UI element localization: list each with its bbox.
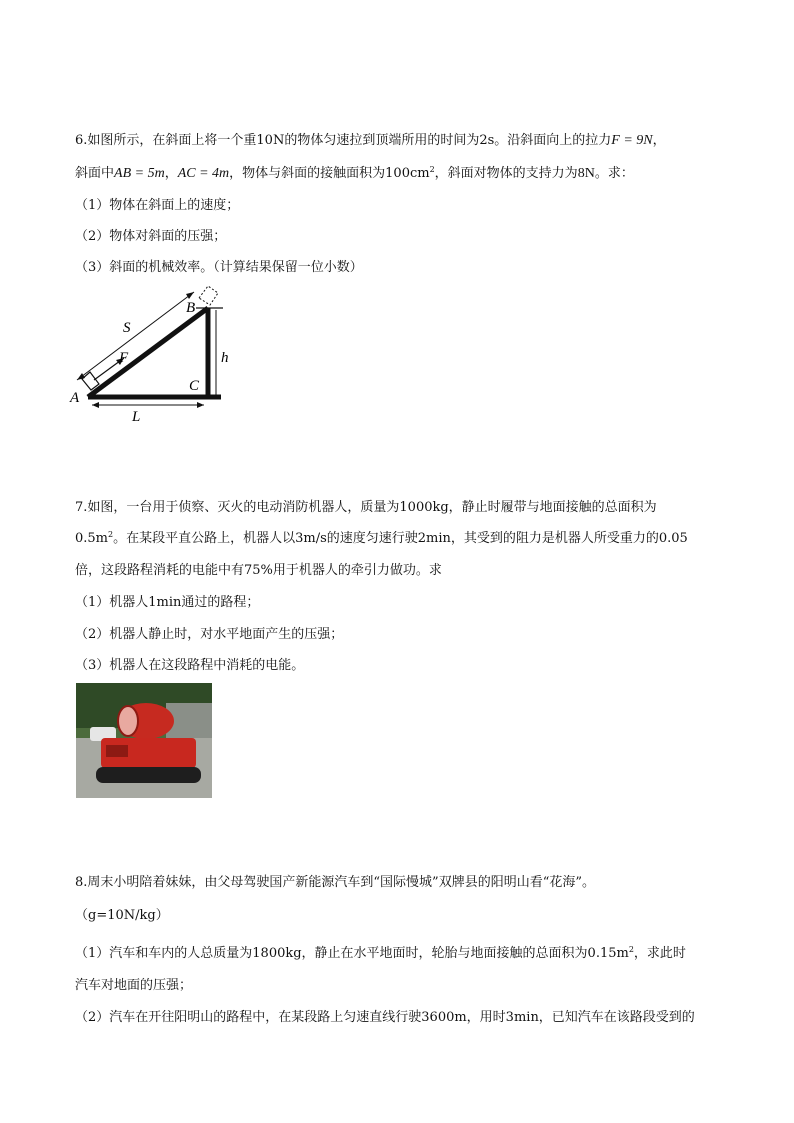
q6-line-2: 斜面中AB = 5m，AC = 4m，物体与斜面的接触面积为$100cm^2$，斜面对物体的支持力为8N。求： <box>75 165 634 181</box>
q8-sub-2: （2）汽车在开往阳明山的路程中，在某段路上匀速直线行驶3600m，用时3min，已知汽车在该路段受到的 <box>75 1010 695 1025</box>
label-a: A <box>70 390 80 406</box>
q8-sub-1-cont: 汽车对地面的压强； <box>75 978 193 993</box>
s-arrowhead-start <box>77 373 85 380</box>
label-f: F <box>119 350 129 366</box>
fire-robot-photo <box>76 683 212 798</box>
l-arrowhead-start <box>92 402 99 408</box>
l-arrowhead-end <box>197 402 204 408</box>
label-l: L <box>132 409 141 425</box>
q6-sub-1: （1）物体在斜面上的速度； <box>75 198 240 213</box>
cannon-mouth <box>118 706 138 736</box>
label-b: B <box>186 300 196 316</box>
q7-line-2: $0.5m^2$。在某段平直公路上，机器人以3m/s的速度匀速行驶2min，其受到的阻力是机器人所受重力的0.05 <box>75 530 688 546</box>
q7-line-3: 倍，这段路程消耗的电能中有75%用于机器人的牵引力做功。求 <box>75 563 442 578</box>
q7-sub-1: （1）机器人1min通过的路程； <box>75 595 260 610</box>
q8-sub-1: （1）汽车和车内的人总质量为1800kg，静止在水平地面时，轮胎与地面接触的总面积为$0.15m^2$，求此时 <box>75 945 686 961</box>
q7-line-1: 7.如图，一台用于侦察、灭火的电动消防机器人，质量为1000kg，静止时履带与地面接触的总面积为 <box>75 500 657 515</box>
q6-sub-2: （2）物体对斜面的压强； <box>75 229 227 244</box>
q8-line-2: （g=10N/kg） <box>75 908 169 923</box>
label-c: C <box>189 378 200 394</box>
s-arrowhead-end <box>186 292 194 299</box>
s-dimension-line <box>77 292 194 380</box>
label-s: S <box>123 320 131 336</box>
q6-line-1: 6.如图所示，在斜面上将一个重10N的物体匀速拉到顶端所用的时间为2s。沿斜面向上的拉力F = 9N， <box>75 133 666 148</box>
dashed-block <box>199 286 218 305</box>
track <box>96 767 201 783</box>
q8-line-1: 8.周末小明陪着妹妹，由父母驾驶国产新能源汽车到“国际慢城”双牌县的阳明山看“花海”。 <box>75 875 595 890</box>
q7-sub-3: （3）机器人在这段路程中消耗的电能。 <box>75 658 305 673</box>
q7-sub-2: （2）机器人静止时，对水平地面产生的压强； <box>75 627 344 642</box>
incline-diagram <box>66 280 246 430</box>
grille <box>106 745 128 757</box>
q6-sub-3: （3）斜面的机械效率。（计算结果保留一位小数） <box>75 260 363 275</box>
label-h: h <box>221 350 229 366</box>
